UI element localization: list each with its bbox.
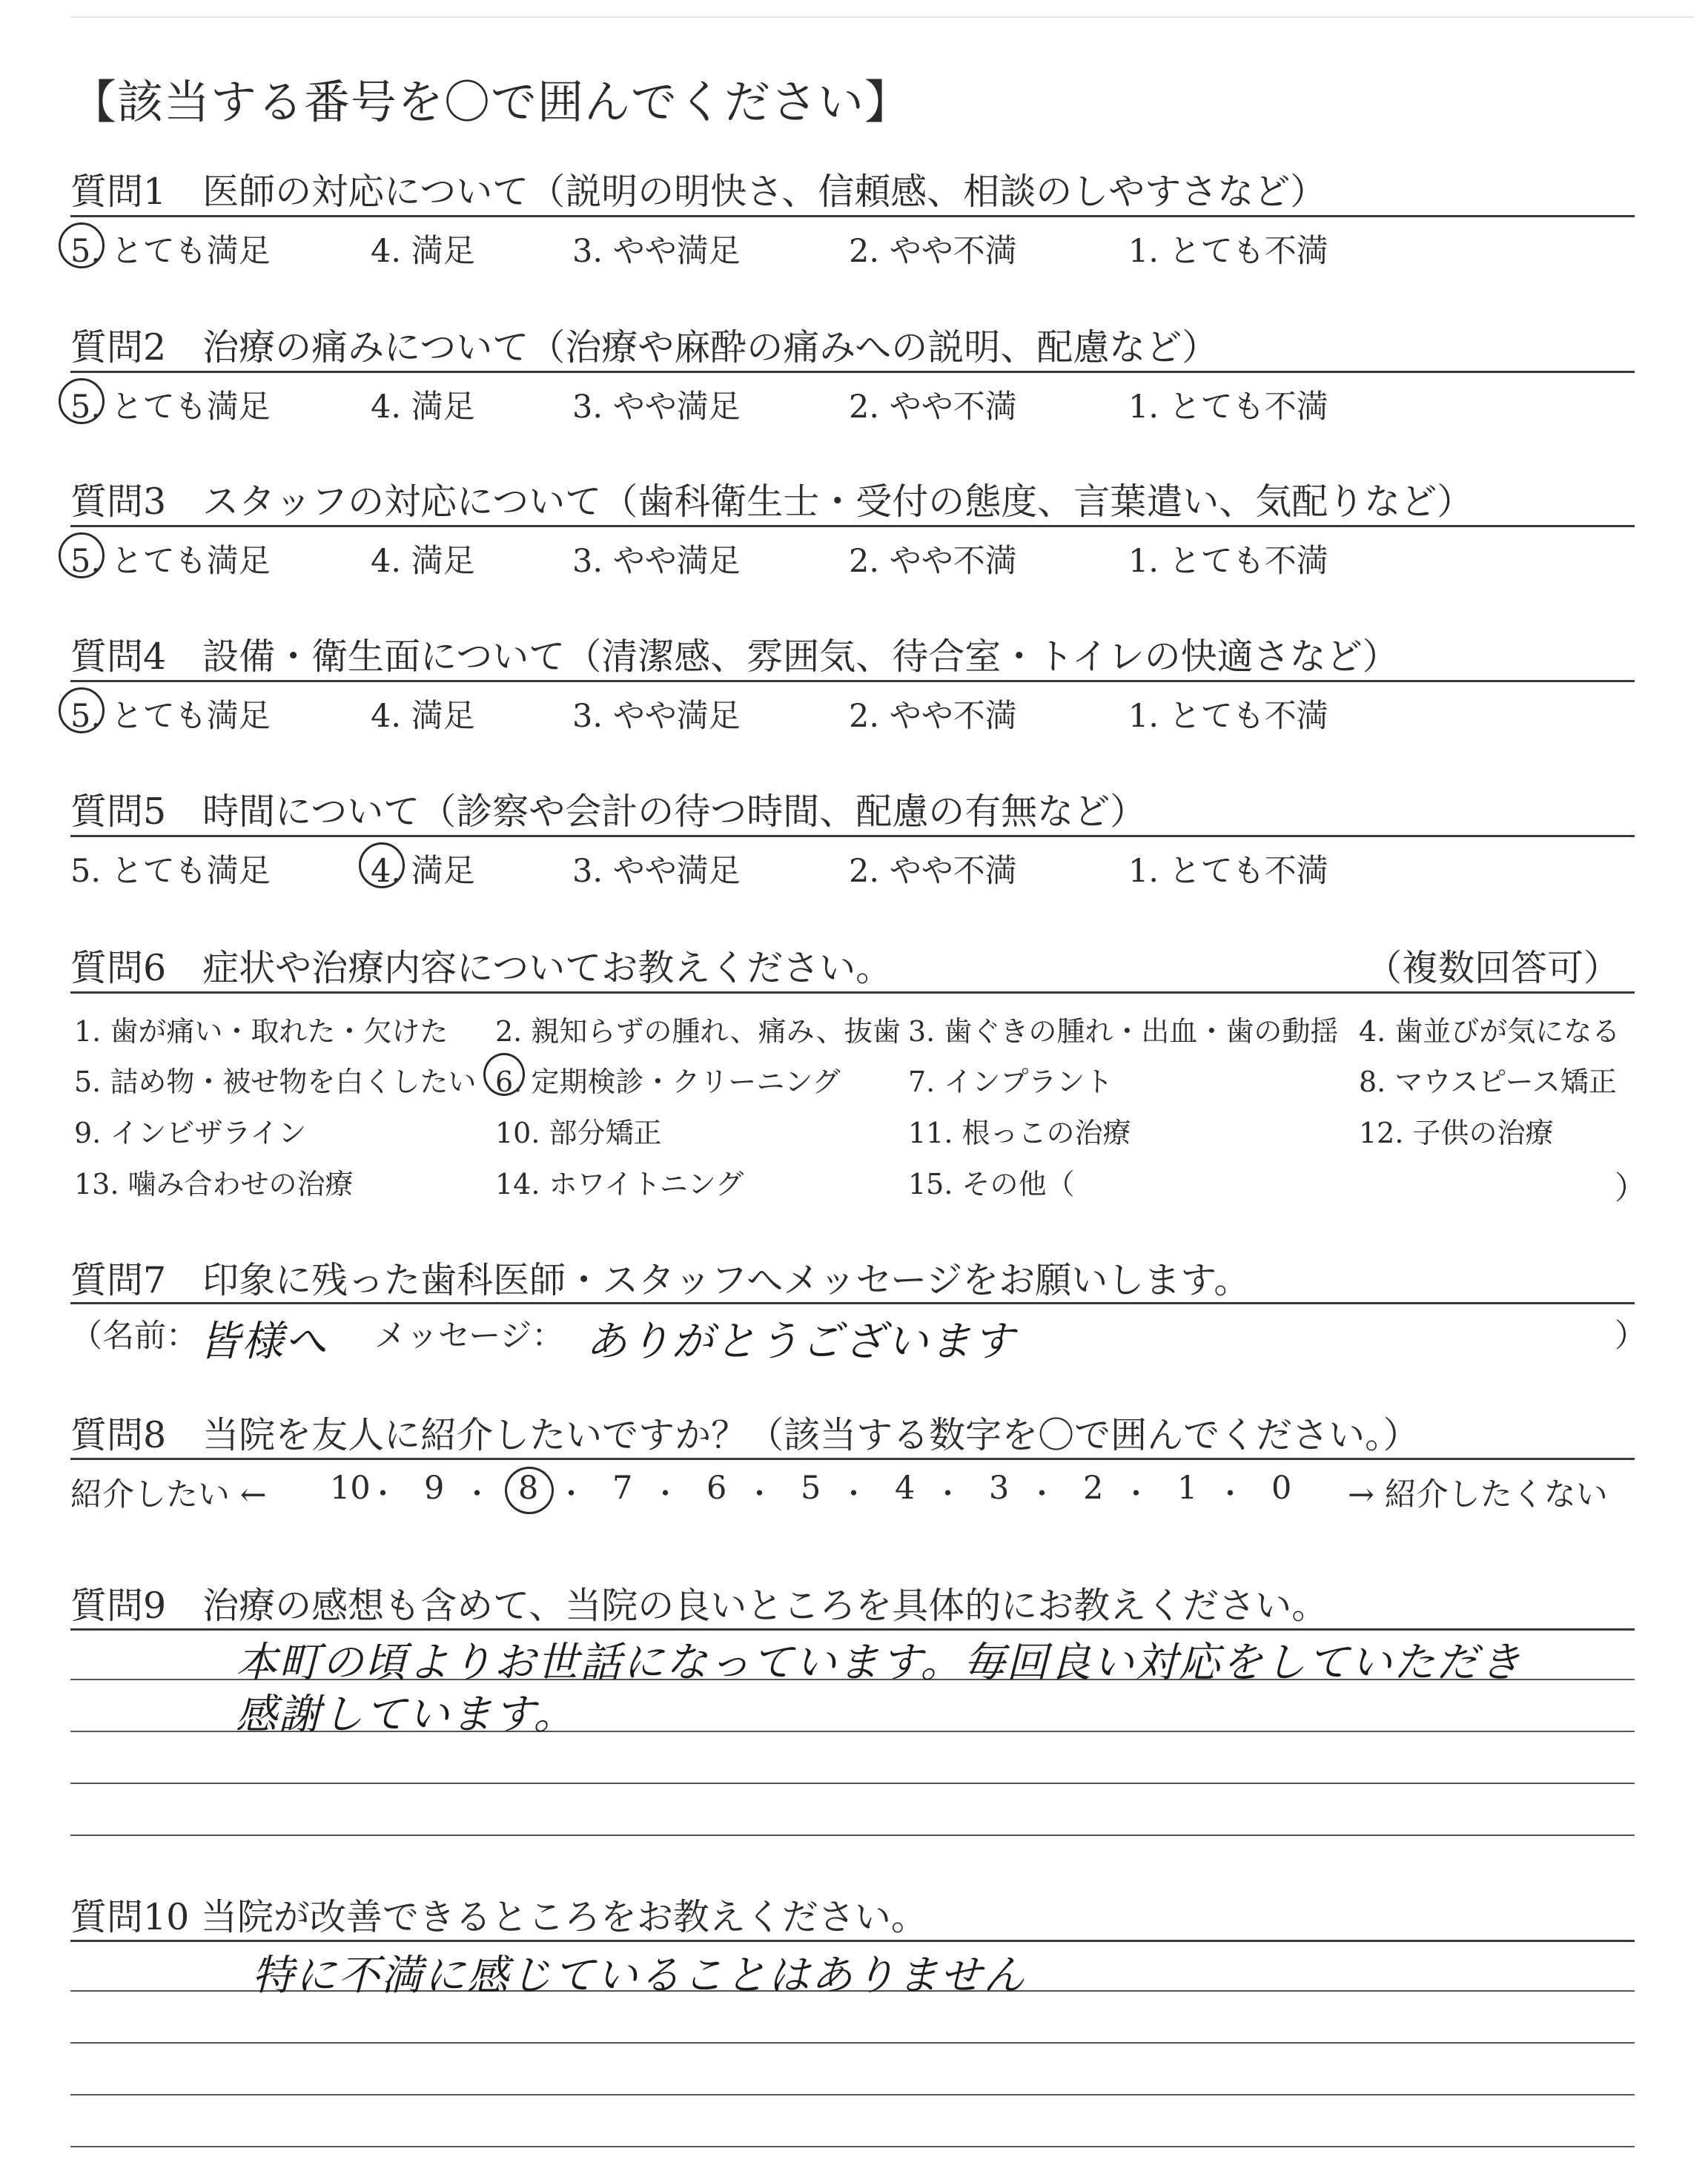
q3-option-3[interactable]: 3. やや満足 bbox=[572, 543, 741, 580]
q6-note: （複数回答可） bbox=[1366, 947, 1621, 989]
q4-rule bbox=[70, 680, 1635, 682]
q8-selected-circle bbox=[505, 1467, 554, 1514]
q8-scale-3[interactable]: 3 bbox=[989, 1470, 1010, 1507]
q4-option-4[interactable]: 4. 満足 bbox=[371, 698, 475, 735]
q6-option-1[interactable]: 1. 歯が痛い・取れた・欠けた bbox=[74, 1015, 448, 1048]
q8-rule bbox=[70, 1458, 1635, 1460]
q1-option-1[interactable]: 1. とても不満 bbox=[1128, 233, 1328, 270]
q1-option-4[interactable]: 4. 満足 bbox=[371, 233, 475, 270]
q8-scale-9[interactable]: 9 bbox=[424, 1470, 445, 1507]
q8-scale-4[interactable]: 4 bbox=[895, 1470, 916, 1507]
q3-rule bbox=[70, 525, 1635, 527]
q6-option-12[interactable]: 12. 子供の治療 bbox=[1359, 1117, 1554, 1149]
q8-separator: ・ bbox=[1027, 1478, 1057, 1511]
q6-option-14[interactable]: 14. ホワイトニング bbox=[495, 1168, 744, 1200]
q9-answer-line bbox=[70, 1783, 1635, 1784]
q10-rule bbox=[70, 1940, 1635, 1942]
q8-separator: ・ bbox=[463, 1478, 492, 1511]
q4-option-1[interactable]: 1. とても不満 bbox=[1128, 698, 1328, 735]
q8-separator: ・ bbox=[933, 1478, 963, 1511]
q2-option-5[interactable]: 5. とても満足 bbox=[70, 389, 271, 426]
q6-option-13[interactable]: 13. 噛み合わせの治療 bbox=[74, 1168, 354, 1200]
q2-option-3[interactable]: 3. やや満足 bbox=[572, 389, 741, 426]
q5-option-4[interactable]: 4. 満足 bbox=[371, 853, 475, 890]
q2-option-1[interactable]: 1. とても不満 bbox=[1128, 389, 1328, 426]
q6-option-15[interactable]: 15. その他（ bbox=[908, 1168, 1075, 1200]
q6-other-close-paren: ） bbox=[1615, 1170, 1646, 1207]
q5-option-1[interactable]: 1. とても不満 bbox=[1128, 853, 1328, 890]
q8-title: 質問8 当院を友人に紹介したいですか？（該当する数字を〇で囲んでください。） bbox=[70, 1414, 1420, 1456]
q4-option-3[interactable]: 3. やや満足 bbox=[572, 698, 741, 735]
q6-option-10[interactable]: 10. 部分矯正 bbox=[495, 1117, 662, 1149]
q3-option-5[interactable]: 5. とても満足 bbox=[70, 543, 271, 580]
q3-title: 質問3 スタッフの対応について（歯科衛生士・受付の態度、言葉遣い、気配りなど） bbox=[70, 480, 1474, 523]
q4-title: 質問4 設備・衛生面について（清潔感、雰囲気、待合室・トイレの快適さなど） bbox=[70, 635, 1399, 678]
q6-option-6[interactable]: 6. 定期検診・クリーニング bbox=[495, 1066, 841, 1098]
q6-option-7[interactable]: 7. インプラント bbox=[908, 1066, 1113, 1098]
q8-scale-5[interactable]: 5 bbox=[801, 1470, 821, 1507]
q8-separator: ・ bbox=[745, 1478, 775, 1511]
q8-right-label: → 紹介したくない bbox=[1348, 1476, 1608, 1513]
q7-close-paren: ） bbox=[1615, 1318, 1646, 1355]
q7-name-label: （名前： bbox=[70, 1318, 198, 1355]
q8-scale-6[interactable]: 6 bbox=[706, 1470, 727, 1507]
q8-separator: ・ bbox=[557, 1478, 586, 1511]
q5-title: 質問5 時間について（診察や会計の待つ時間、配慮の有無など） bbox=[70, 790, 1147, 833]
q4-option-5[interactable]: 5. とても満足 bbox=[70, 698, 271, 735]
q3-option-1[interactable]: 1. とても不満 bbox=[1128, 543, 1328, 580]
q8-scale-10[interactable]: 10 bbox=[330, 1470, 371, 1507]
q7-rule bbox=[70, 1302, 1635, 1304]
q9-answer-text[interactable]: 感謝しています。 bbox=[236, 1691, 577, 1739]
q6-option-5[interactable]: 5. 詰め物・被せ物を白くしたい bbox=[74, 1066, 477, 1098]
q1-option-2[interactable]: 2. やや不満 bbox=[849, 233, 1017, 270]
q6-rule bbox=[70, 991, 1635, 994]
q9-answer-text[interactable]: 本町の頃よりお世話になっています。毎回良い対応をしていただき bbox=[236, 1639, 1523, 1687]
q2-option-2[interactable]: 2. やや不満 bbox=[849, 389, 1017, 426]
q10-answer-line bbox=[70, 2146, 1635, 2147]
q8-scale-1[interactable]: 1 bbox=[1177, 1470, 1198, 1507]
q8-separator: ・ bbox=[1122, 1478, 1151, 1511]
q1-option-3[interactable]: 3. やや満足 bbox=[572, 233, 741, 270]
q8-scale-7[interactable]: 7 bbox=[612, 1470, 633, 1507]
q1-title: 質問1 医師の対応について（説明の明快さ、信頼感、相談のしやすさなど） bbox=[70, 171, 1327, 213]
q4-option-2[interactable]: 2. やや不満 bbox=[849, 698, 1017, 735]
q7-message-label: メッセージ： bbox=[374, 1318, 564, 1355]
q10-answer-line bbox=[70, 2042, 1635, 2044]
q2-title: 質問2 治療の痛みについて（治療や麻酔の痛みへの説明、配慮など） bbox=[70, 326, 1219, 369]
q8-separator: ・ bbox=[368, 1478, 398, 1511]
q3-option-4[interactable]: 4. 満足 bbox=[371, 543, 475, 580]
q5-option-5[interactable]: 5. とても満足 bbox=[70, 853, 271, 890]
q6-option-4[interactable]: 4. 歯並びが気になる bbox=[1359, 1015, 1621, 1048]
q2-rule bbox=[70, 371, 1635, 373]
q6-option-3[interactable]: 3. 歯ぐきの腫れ・出血・歯の動揺 bbox=[908, 1015, 1339, 1048]
q8-separator: ・ bbox=[839, 1478, 869, 1511]
scan-edge-line bbox=[70, 16, 1694, 18]
q2-option-4[interactable]: 4. 満足 bbox=[371, 389, 475, 426]
q4-selected-circle bbox=[59, 687, 105, 733]
q5-option-2[interactable]: 2. やや不満 bbox=[849, 853, 1017, 890]
q6-title: 質問6 症状や治療内容についてお教えください。 bbox=[70, 947, 893, 989]
q5-rule bbox=[70, 835, 1635, 837]
q5-selected-circle bbox=[359, 842, 405, 888]
q1-selected-circle bbox=[59, 222, 105, 268]
q9-answer-line bbox=[70, 1834, 1635, 1836]
q7-title: 質問7 印象に残った歯科医師・スタッフへメッセージをお願いします。 bbox=[70, 1259, 1251, 1301]
q6-selected-circle bbox=[483, 1053, 525, 1096]
q8-scale-0[interactable]: 0 bbox=[1271, 1470, 1292, 1507]
q8-scale-8[interactable]: 8 bbox=[518, 1470, 539, 1507]
q6-option-2[interactable]: 2. 親知らずの腫れ、痛み、抜歯 bbox=[495, 1015, 901, 1048]
q6-option-11[interactable]: 11. 根っこの治療 bbox=[908, 1117, 1131, 1149]
q6-option-9[interactable]: 9. インビザライン bbox=[74, 1117, 307, 1149]
q8-left-label: 紹介したい ← bbox=[70, 1476, 267, 1513]
q2-selected-circle bbox=[59, 378, 105, 424]
q3-option-2[interactable]: 2. やや不満 bbox=[849, 543, 1017, 580]
q8-separator: ・ bbox=[651, 1478, 681, 1511]
q5-option-3[interactable]: 3. やや満足 bbox=[572, 853, 741, 890]
q1-rule bbox=[70, 215, 1635, 217]
q10-title: 質問10 当院が改善できるところをお教えください。 bbox=[70, 1896, 927, 1938]
q3-selected-circle bbox=[59, 532, 105, 578]
q6-option-8[interactable]: 8. マウスピース矯正 bbox=[1359, 1066, 1617, 1098]
q8-separator: ・ bbox=[1216, 1478, 1245, 1511]
q10-answer-text[interactable]: 特に不満に感じていることはありません bbox=[252, 1952, 1026, 2000]
q7-name-value[interactable]: 皆様へ bbox=[199, 1318, 328, 1366]
q10-answer-line bbox=[70, 2094, 1635, 2095]
q9-title: 質問9 治療の感想も含めて、当院の良いところを具体的にお教えください。 bbox=[70, 1585, 1328, 1627]
q7-message-value[interactable]: ありがとうございます bbox=[586, 1318, 1016, 1366]
q8-scale-2[interactable]: 2 bbox=[1083, 1470, 1104, 1507]
instruction-header: 【該当する番号を〇で囲んでください】 bbox=[70, 75, 912, 129]
q1-option-5[interactable]: 5. とても満足 bbox=[70, 233, 271, 270]
